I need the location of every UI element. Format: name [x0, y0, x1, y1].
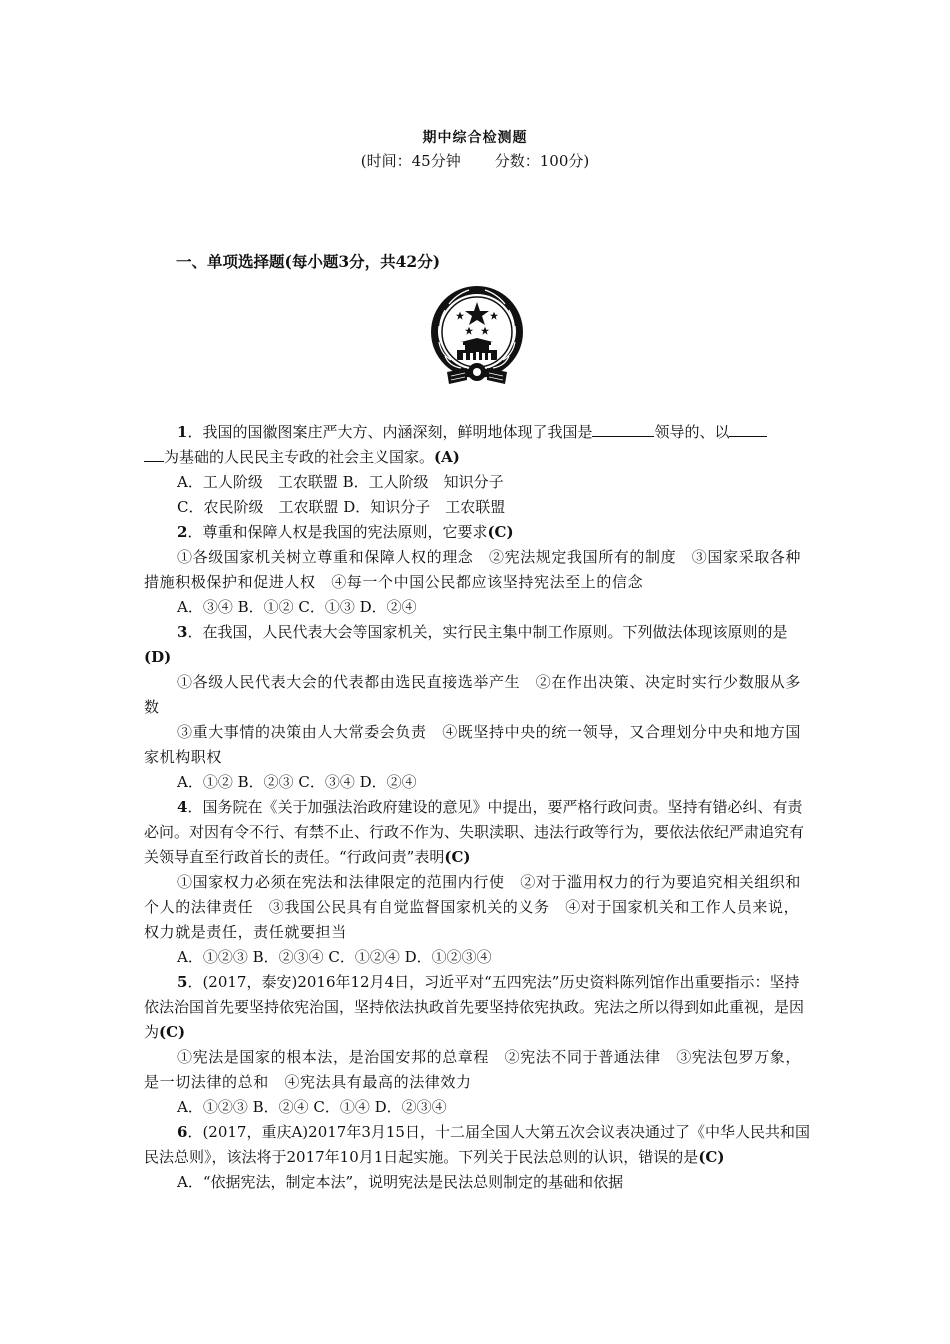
question-3-statements-b: ③重大事情的决策由人大常委会负责 ④既坚持中央的统一领导，又合理划分中央和地方国家机构职权: [144, 723, 802, 766]
section-heading: 一、单项选择题(每小题3分，共42分): [176, 252, 441, 271]
question-5-options: A．①②③ B．②④ C．①④ D．②③④: [177, 1098, 447, 1116]
answer-key: (A): [434, 448, 460, 466]
question-number: 6: [177, 1123, 188, 1141]
national-emblem-image: [427, 276, 527, 396]
answer-blank: [592, 421, 654, 437]
question-number: 1: [177, 423, 188, 441]
questions-body: [144, 420, 812, 1195]
answer-key: (C): [698, 1148, 725, 1166]
question-2-statements: ①各级国家机关树立尊重和保障人权的理念 ②宪法规定我国所有的制度 ③国家采取各种措施积极保护和促进人权 ④每一个中国公民都应该坚持宪法至上的信念: [144, 548, 802, 591]
exam-time: (时间：45分钟: [360, 152, 461, 170]
question-1: 1．我国的国徽图案庄严大方、内涵深刻，鲜明地体现了我国是 领导的、以 为基础的人民民主专政的社会主义国家。(A): [144, 420, 812, 470]
question-number: 3: [177, 623, 188, 641]
question-4-statements: ①国家权力必须在宪法和法律限定的范围内行使 ②对于滥用权力的行为要追究相关组织和个人的法律责任 ③我国公民具有自觉监督国家机关的义务 ④对于国家机关和工作人员来说，权力就是责任，责任就要担当: [144, 873, 802, 941]
question-number: 4: [177, 798, 188, 816]
exam-score: 分数：100分): [494, 152, 590, 170]
answer-key: (C): [159, 1023, 186, 1041]
question-5: 5．(2017，泰安)2016年12月4日，习近平对“五四宪法”历史资料陈列馆作出重要指示：坚持依法治国首先要坚持依宪治国，坚持依法执政首先要坚持依宪执政。宪法之所以得到如此重视，是因为(C): [144, 973, 805, 1041]
exam-info: [0, 150, 950, 171]
question-number: 2: [177, 523, 188, 541]
question-6-option-a: A．“依据宪法，制定本法”，说明宪法是民法总则制定的基础和依据: [177, 1173, 624, 1191]
question-6: 6．(2017，重庆A)2017年3月15日，十二届全国人大第五次会议表决通过了《中华人民共和国民法总则》，该法将于2017年10月1日起实施。下列关于民法总则的认识，错误的是(C): [144, 1123, 810, 1166]
question-1-options-b: C．农民阶级 工农联盟 D．知识分子 工农联盟: [177, 498, 506, 516]
question-4: 4．国务院在《关于加强法治政府建设的意见》中提出，要严格行政问责。坚持有错必纠、有责必问。对因有令不行、有禁不止、行政不作为、失职渎职、违法行政等行为，要依法依纪严肃追究有关领导直至行政首长的责任。“行政问责”表明(C): [144, 798, 805, 866]
page-title: 期中综合检测题: [422, 130, 528, 146]
question-1-options-a: A．工人阶级 工农联盟 B．工人阶级 知识分子: [177, 473, 504, 491]
question-number: 5: [177, 973, 188, 991]
answer-key: (C): [487, 523, 514, 541]
question-4-options: A．①②③ B．②③④ C．①②④ D．①②③④: [177, 948, 492, 966]
question-5-statements: ①宪法是国家的根本法，是治国安邦的总章程 ②宪法不同于普通法律 ③宪法包罗万象，是一切法律的总和 ④宪法具有最高的法律效力: [144, 1048, 802, 1091]
answer-key: (D): [144, 648, 172, 666]
question-3: 3．在我国，人民代表大会等国家机关，实行民主集中制工作原则。下列做法体现该原则的是(D): [144, 623, 788, 666]
question-2-options: A．③④ B．①② C．①③ D．②④: [177, 598, 417, 616]
question-2: 2．尊重和保障人权是我国的宪法原则，它要求(C): [177, 523, 514, 541]
answer-blank: [144, 446, 164, 462]
question-3-statements-a: ①各级人民代表大会的代表都由选民直接选举产生 ②在作出决策、决定时实行少数服从多数: [144, 673, 802, 716]
answer-blank: [729, 421, 767, 437]
question-3-options: A．①② B．②③ C．③④ D．②④: [177, 773, 417, 791]
answer-key: (C): [444, 848, 471, 866]
